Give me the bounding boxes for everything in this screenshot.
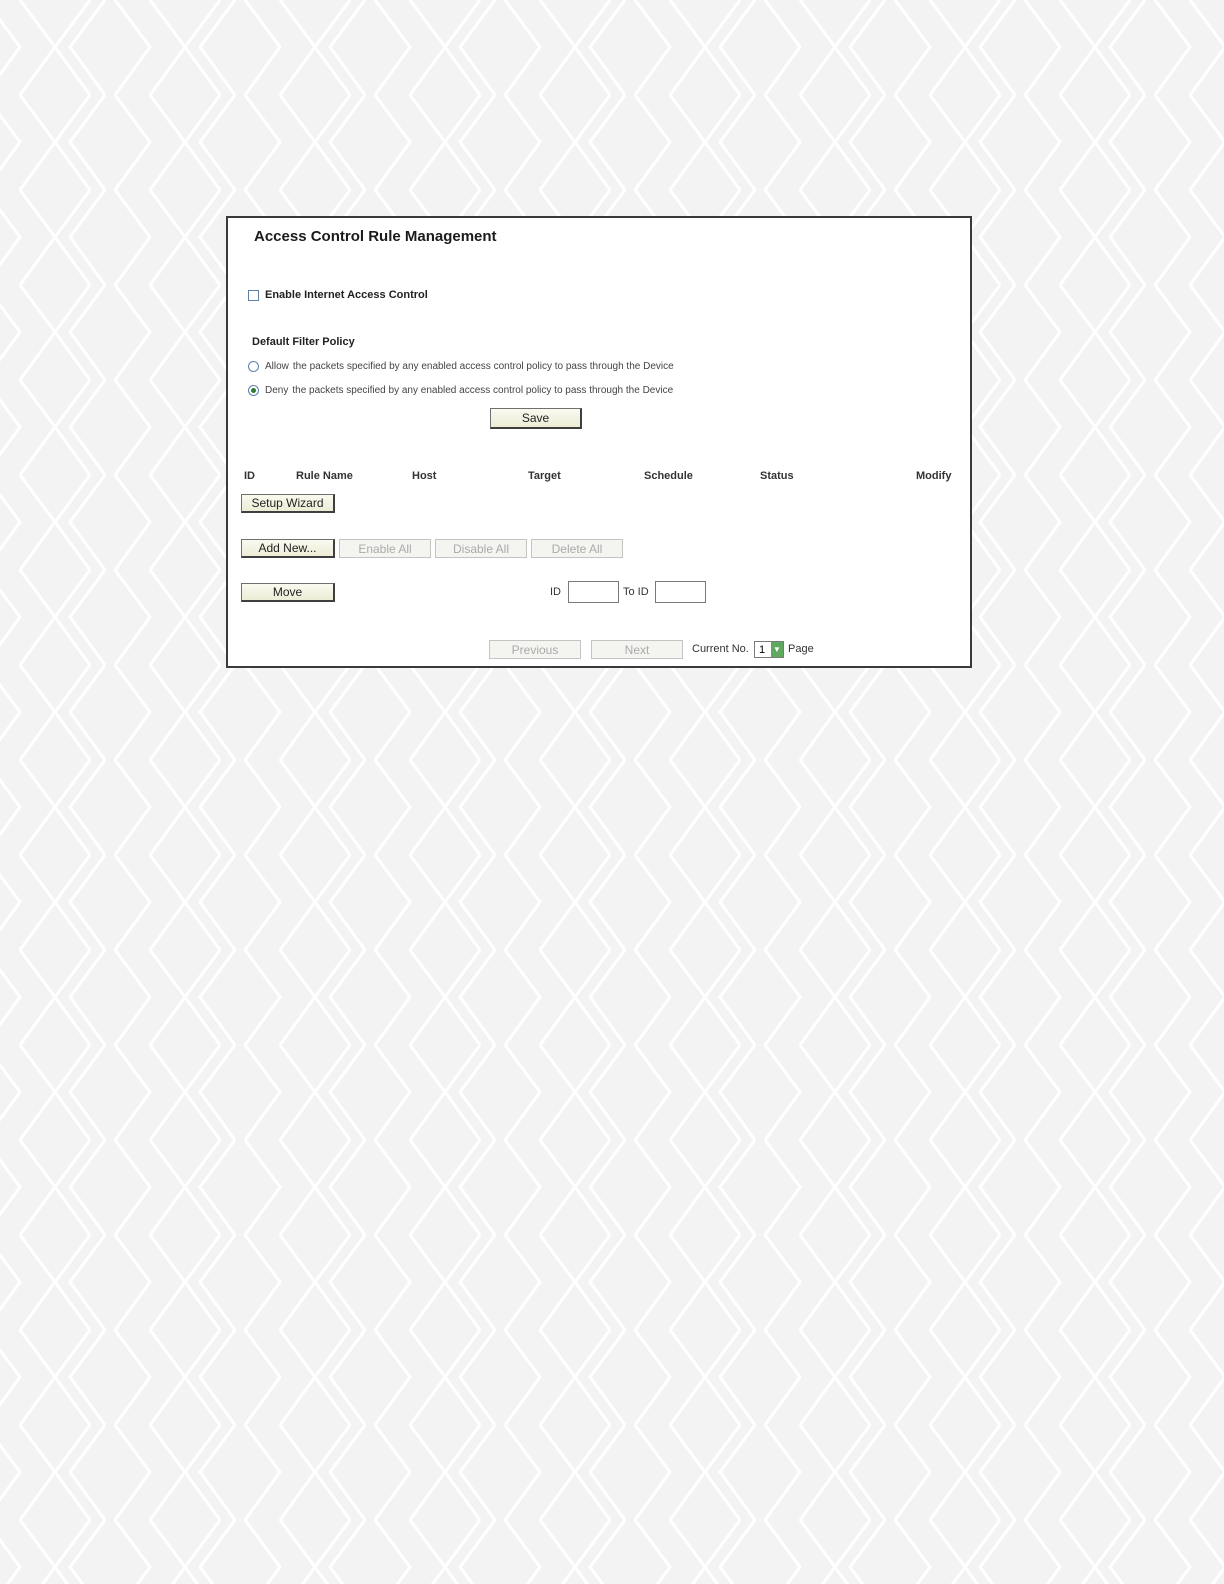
page-select-value: 1 bbox=[759, 643, 766, 656]
setup-wizard-button[interactable]: Setup Wizard bbox=[241, 494, 335, 513]
move-id-label: ID bbox=[550, 586, 561, 598]
move-id-input[interactable] bbox=[568, 581, 619, 603]
delete-all-button[interactable]: Delete All bbox=[531, 539, 623, 558]
add-new-button[interactable]: Add New... bbox=[241, 539, 335, 558]
page-title: Access Control Rule Management bbox=[254, 228, 497, 245]
policy-deny-keyword: Deny bbox=[265, 385, 289, 396]
column-header-status: Status bbox=[760, 470, 794, 482]
policy-allow-keyword: Allow bbox=[265, 361, 289, 372]
chevron-down-icon[interactable]: ▼ bbox=[771, 642, 783, 657]
page-label: Page bbox=[788, 643, 814, 655]
move-button[interactable]: Move bbox=[241, 583, 335, 602]
column-header-schedule: Schedule bbox=[644, 470, 693, 482]
access-control-panel bbox=[226, 216, 972, 668]
column-header-target: Target bbox=[528, 470, 561, 482]
column-header-modify: Modify bbox=[916, 470, 952, 482]
disable-all-button[interactable]: Disable All bbox=[435, 539, 527, 558]
enable-control-label: Enable Internet Access Control bbox=[265, 289, 428, 301]
policy-deny-text: the packets specified by any enabled access control policy to pass through the Device bbox=[292, 385, 674, 396]
filter-policy-heading-row bbox=[252, 336, 355, 348]
column-header-host: Host bbox=[412, 470, 437, 482]
page-select[interactable] bbox=[754, 641, 784, 658]
current-page-label: Current No. bbox=[692, 643, 749, 655]
next-button[interactable]: Next bbox=[591, 640, 683, 659]
policy-allow-row bbox=[248, 361, 674, 372]
save-button[interactable]: Save bbox=[490, 408, 582, 429]
policy-deny-row bbox=[248, 385, 673, 396]
column-header-rule-name: Rule Name bbox=[296, 470, 353, 482]
enable-all-button[interactable]: Enable All bbox=[339, 539, 431, 558]
move-to-id-label: To ID bbox=[623, 586, 649, 598]
enable-control-checkbox[interactable] bbox=[248, 290, 259, 301]
policy-allow-text: the packets specified by any enabled access control policy to pass through the Device bbox=[292, 361, 674, 372]
column-header-id: ID bbox=[244, 470, 255, 482]
policy-deny-radio[interactable] bbox=[248, 385, 259, 396]
move-to-id-input[interactable] bbox=[655, 581, 706, 603]
enable-control-row bbox=[248, 289, 428, 301]
filter-policy-heading: Default Filter Policy bbox=[252, 336, 355, 348]
policy-allow-radio[interactable] bbox=[248, 361, 259, 372]
previous-button[interactable]: Previous bbox=[489, 640, 581, 659]
